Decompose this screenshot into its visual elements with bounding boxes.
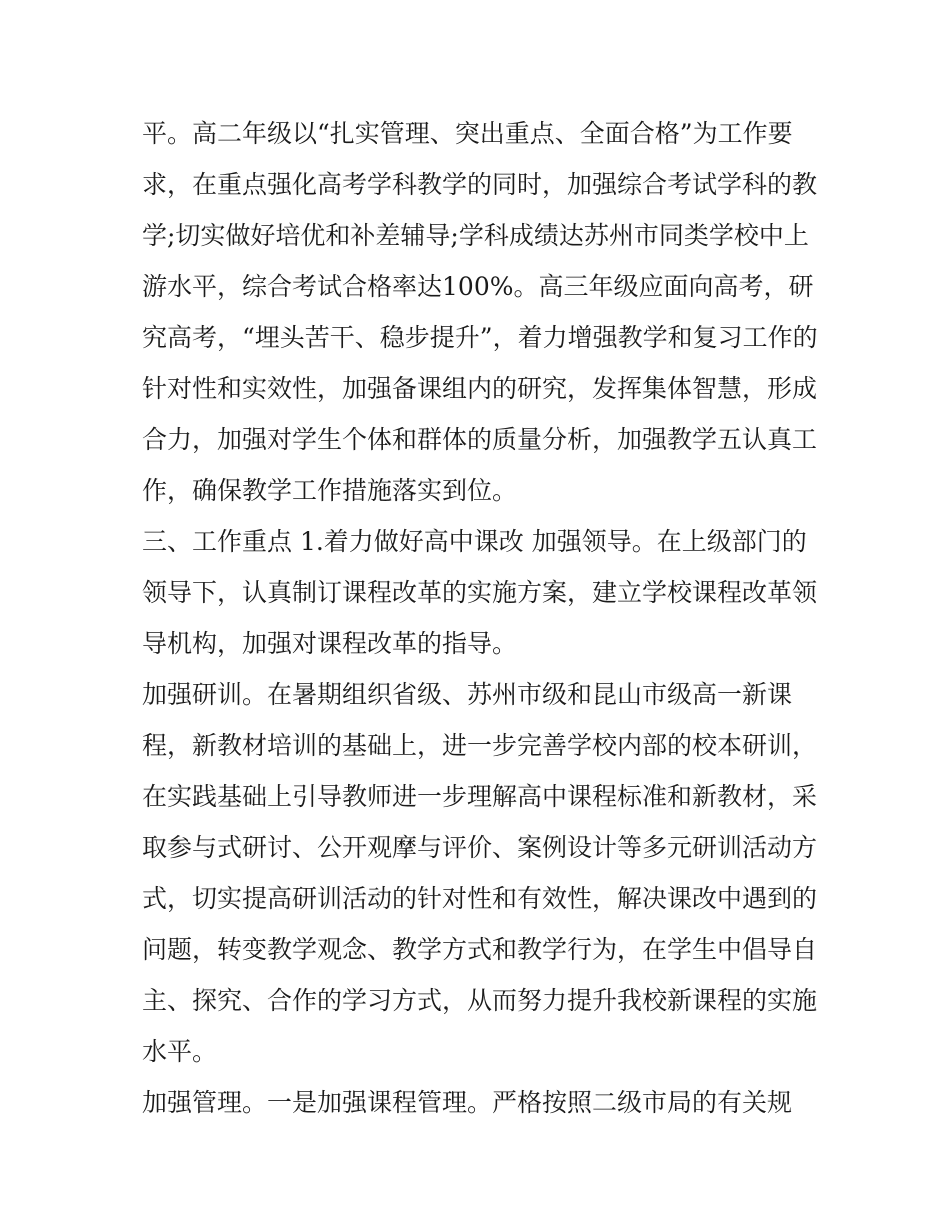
text-line: 平。高二年级以“扎实管理、突出重点、全面合格”为工作要 xyxy=(142,119,793,148)
text-line: 求，在重点强化高考学科教学的同时，加强综合考试学科的教 xyxy=(142,170,818,199)
text-line: 主、探究、合作的学习方式，从而努力提升我校新课程的实施 xyxy=(142,986,818,1015)
text-line: 领导下，认真制订课程改革的实施方案，建立学校课程改革领 xyxy=(142,578,818,607)
text-line: 三、工作重点 1.着力做好高中课改 加强领导。在上级部门的 xyxy=(142,527,807,556)
text-line: 程，新教材培训的基础上，进一步完善学校内部的校本研训， xyxy=(142,731,818,760)
text-line: 取参与式研讨、公开观摩与评价、案例设计等多元研训活动方 xyxy=(142,833,818,862)
body-text xyxy=(142,108,822,1128)
text-line: 在实践基础上引导教师进一步理解高中课程标准和新教材，采 xyxy=(142,782,818,811)
text-line: 针对性和实效性，加强备课组内的研究，发挥集体智慧，形成 xyxy=(142,374,818,403)
text-line: 加强管理。一是加强课程管理。严格按照二级市局的有关规 xyxy=(142,1088,793,1117)
text-line: 合力，加强对学生个体和群体的质量分析，加强教学五认真工 xyxy=(142,425,818,454)
text-line: 加强研训。在暑期组织省级、苏州市级和昆山市级高一新课 xyxy=(142,680,793,709)
text-line: 导机构，加强对课程改革的指导。 xyxy=(142,629,518,658)
text-line: 水平。 xyxy=(142,1037,218,1066)
text-line: 学;切实做好培优和补差辅导;学科成绩达苏州市同类学校中上 xyxy=(142,221,809,250)
text-line: 式，切实提高研训活动的针对性和有效性，解决课改中遇到的 xyxy=(142,884,818,913)
text-line: 问题，转变教学观念、教学方式和教学行为，在学生中倡导自 xyxy=(142,935,818,964)
text-line: 究高考，“埋头苦干、稳步提升”，着力增强教学和复习工作的 xyxy=(142,323,818,352)
text-line: 作，确保教学工作措施落实到位。 xyxy=(142,476,518,505)
text-line: 游水平，综合考试合格率达100%。高三年级应面向高考，研 xyxy=(142,272,814,301)
